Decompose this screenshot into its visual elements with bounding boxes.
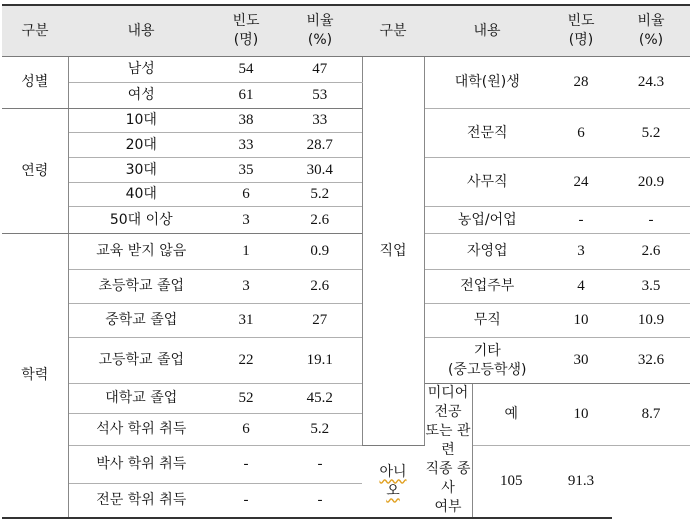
cell-ratio: 2.6 — [612, 234, 690, 270]
cell-frequency: 61 — [214, 83, 278, 109]
cell-ratio: 2.6 — [278, 207, 362, 234]
cell-content: 30대 — [68, 158, 214, 183]
cell-content: 자영업 — [424, 234, 550, 270]
cell-frequency: 3 — [214, 207, 278, 234]
cell-ratio: 3.5 — [612, 270, 690, 304]
cell-content: 여성 — [68, 83, 214, 109]
cell-frequency: 10 — [550, 304, 612, 338]
cell-content: 전문 학위 취득 — [68, 483, 214, 518]
cell-frequency: 35 — [214, 158, 278, 183]
cell-frequency: 31 — [214, 304, 278, 338]
header-category-left: 구분 — [2, 5, 68, 57]
cell-frequency: 3 — [550, 234, 612, 270]
header-category-right: 구분 — [362, 5, 424, 57]
cell-content: 사무직 — [424, 158, 550, 207]
table-row — [2, 446, 690, 484]
cell-content: 전업주부 — [424, 270, 550, 304]
cell-ratio: 32.6 — [612, 338, 690, 384]
cell-content: 초등학교 졸업 — [68, 270, 214, 304]
header-content-right: 내용 — [424, 5, 550, 57]
header-frequency-left: 빈도 (명) — [214, 5, 278, 57]
cell-ratio: 28.7 — [278, 133, 362, 158]
cell-content: 기타 (중고등학생) — [424, 338, 550, 384]
cell-content: 고등학교 졸업 — [68, 338, 214, 384]
cell-frequency: 10 — [550, 384, 612, 446]
cell-ratio: 5.2 — [612, 109, 690, 158]
cell-content: 40대 — [68, 183, 214, 207]
cell-frequency: 1 — [214, 234, 278, 270]
header-frequency-right: 빈도 (명) — [550, 5, 612, 57]
cell-content: 중학교 졸업 — [68, 304, 214, 338]
cell-frequency: 30 — [550, 338, 612, 384]
cell-frequency: 28 — [550, 57, 612, 109]
cell-ratio: - — [278, 446, 362, 484]
cell-content: 아니 오 — [362, 446, 424, 519]
cell-content: 석사 학위 취득 — [68, 414, 214, 446]
cell-frequency: 33 — [214, 133, 278, 158]
header-ratio-left: 비율 (%) — [278, 5, 362, 57]
cell-content: 농업/어업 — [424, 207, 550, 234]
header-ratio-right: 비율 (%) — [612, 5, 690, 57]
table-row — [2, 57, 690, 83]
table-row — [2, 234, 690, 270]
cell-ratio: 30.4 — [278, 158, 362, 183]
cell-ratio: 19.1 — [278, 338, 362, 384]
cell-content: 박사 학위 취득 — [68, 446, 214, 484]
category-media: 미디어 전공 또는 관련 직종 종사 여부 — [424, 384, 472, 519]
cell-content: 전문직 — [424, 109, 550, 158]
category-job: 직업 — [362, 57, 424, 446]
cell-frequency: 3 — [214, 270, 278, 304]
cell-frequency: 6 — [214, 183, 278, 207]
cell-ratio: 2.6 — [278, 270, 362, 304]
cell-ratio: 8.7 — [612, 384, 690, 446]
table-row — [2, 304, 690, 338]
table-row — [2, 270, 690, 304]
cell-ratio: 45.2 — [278, 384, 362, 414]
cell-content: 10대 — [68, 109, 214, 133]
cell-ratio: 5.2 — [278, 414, 362, 446]
cell-content: 교육 받지 않음 — [68, 234, 214, 270]
header-content-left: 내용 — [68, 5, 214, 57]
cell-content: 무직 — [424, 304, 550, 338]
cell-frequency: 38 — [214, 109, 278, 133]
cell-ratio: 5.2 — [278, 183, 362, 207]
table-row — [2, 109, 690, 133]
cell-ratio: 10.9 — [612, 304, 690, 338]
cell-ratio: - — [612, 207, 690, 234]
cell-ratio: 53 — [278, 83, 362, 109]
category-gender: 성별 — [2, 57, 68, 109]
cell-ratio: 47 — [278, 57, 362, 83]
cell-ratio: 24.3 — [612, 57, 690, 109]
cell-frequency: 6 — [550, 109, 612, 158]
cell-frequency: 24 — [550, 158, 612, 207]
table-row — [2, 207, 690, 234]
cell-frequency: 22 — [214, 338, 278, 384]
table-row — [2, 338, 690, 384]
cell-ratio: - — [278, 483, 362, 518]
cell-content: 남성 — [68, 57, 214, 83]
cell-frequency: 4 — [550, 270, 612, 304]
cell-ratio: 33 — [278, 109, 362, 133]
cell-frequency: 52 — [214, 384, 278, 414]
cell-ratio: 91.3 — [550, 446, 612, 519]
statistics-table — [2, 4, 690, 519]
cell-frequency: 105 — [472, 446, 550, 519]
cell-frequency: - — [550, 207, 612, 234]
cell-frequency: - — [214, 483, 278, 518]
header-row — [2, 5, 690, 57]
cell-ratio: 20.9 — [612, 158, 690, 207]
table-row — [2, 384, 690, 414]
category-age: 연령 — [2, 109, 68, 234]
cell-frequency: 54 — [214, 57, 278, 83]
cell-ratio: 0.9 — [278, 234, 362, 270]
cell-ratio: 27 — [278, 304, 362, 338]
cell-content: 50대 이상 — [68, 207, 214, 234]
category-education: 학력 — [2, 234, 68, 519]
cell-content: 20대 — [68, 133, 214, 158]
table-row — [2, 158, 690, 183]
cell-content: 예 — [472, 384, 550, 446]
cell-content: 대학교 졸업 — [68, 384, 214, 414]
cell-content: 대학(원)생 — [424, 57, 550, 109]
cell-frequency: - — [214, 446, 278, 484]
cell-frequency: 6 — [214, 414, 278, 446]
